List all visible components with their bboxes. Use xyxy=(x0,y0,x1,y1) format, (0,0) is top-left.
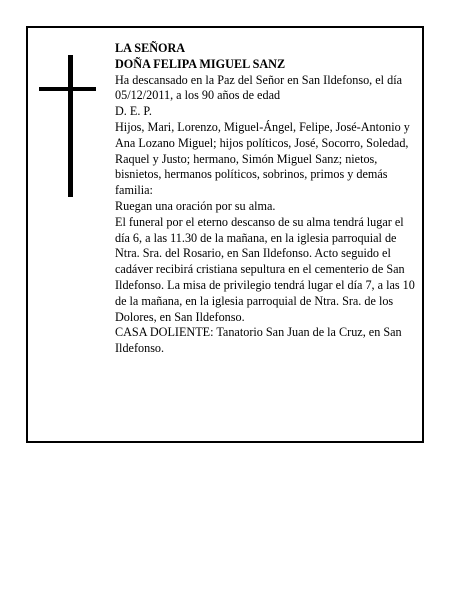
mourning-house: CASA DOLIENTE: Tanatorio San Juan de la Cruz, en San Ildefonso. xyxy=(115,325,402,356)
notice-text xyxy=(115,41,421,357)
cross-vertical-bar xyxy=(68,55,73,197)
dep-line: D. E. P. xyxy=(115,104,152,119)
obituary-notice xyxy=(26,26,424,443)
funeral-details: El funeral por el eterno descanso de su alma tendrá lugar el día 6, a las 11.30 de la mañana, en la iglesia parroquial de Ntra. Sra. del Rosario, en San Ildefonso. Acto seguido el cadáver recibirá cristiana sepultura en el cementerio de San Ildefonso. La misa de privilegio tendrá lugar el día 7, a las 10 de la mañana, en la iglesia parroquial de Ntra. Sra. de los Dolores, en San Ildefonso. xyxy=(115,214,415,324)
deceased-name: DOÑA FELIPA MIGUEL SANZ xyxy=(115,56,286,71)
cross-horizontal-bar xyxy=(39,87,96,91)
prayer-request: Ruegan una oración por su alma. xyxy=(115,198,276,213)
death-announcement: Ha descansado en la Paz del Señor en San Ildefonso, el día 05/12/2011, a los 90 años de edad xyxy=(115,72,402,103)
family-list: Hijos, Mari, Lorenzo, Miguel-Ángel, Felipe, José-Antonio y Ana Lozano Miguel; hijos políticos, José, Socorro, Soledad, Raquel y Justo; hermano, Simón Miguel Sanz; nietos, bisnietos, hermanos políticos, sobrinos, primos y demás familia: xyxy=(115,119,410,198)
notice-title: LA SEÑORA xyxy=(115,41,186,55)
